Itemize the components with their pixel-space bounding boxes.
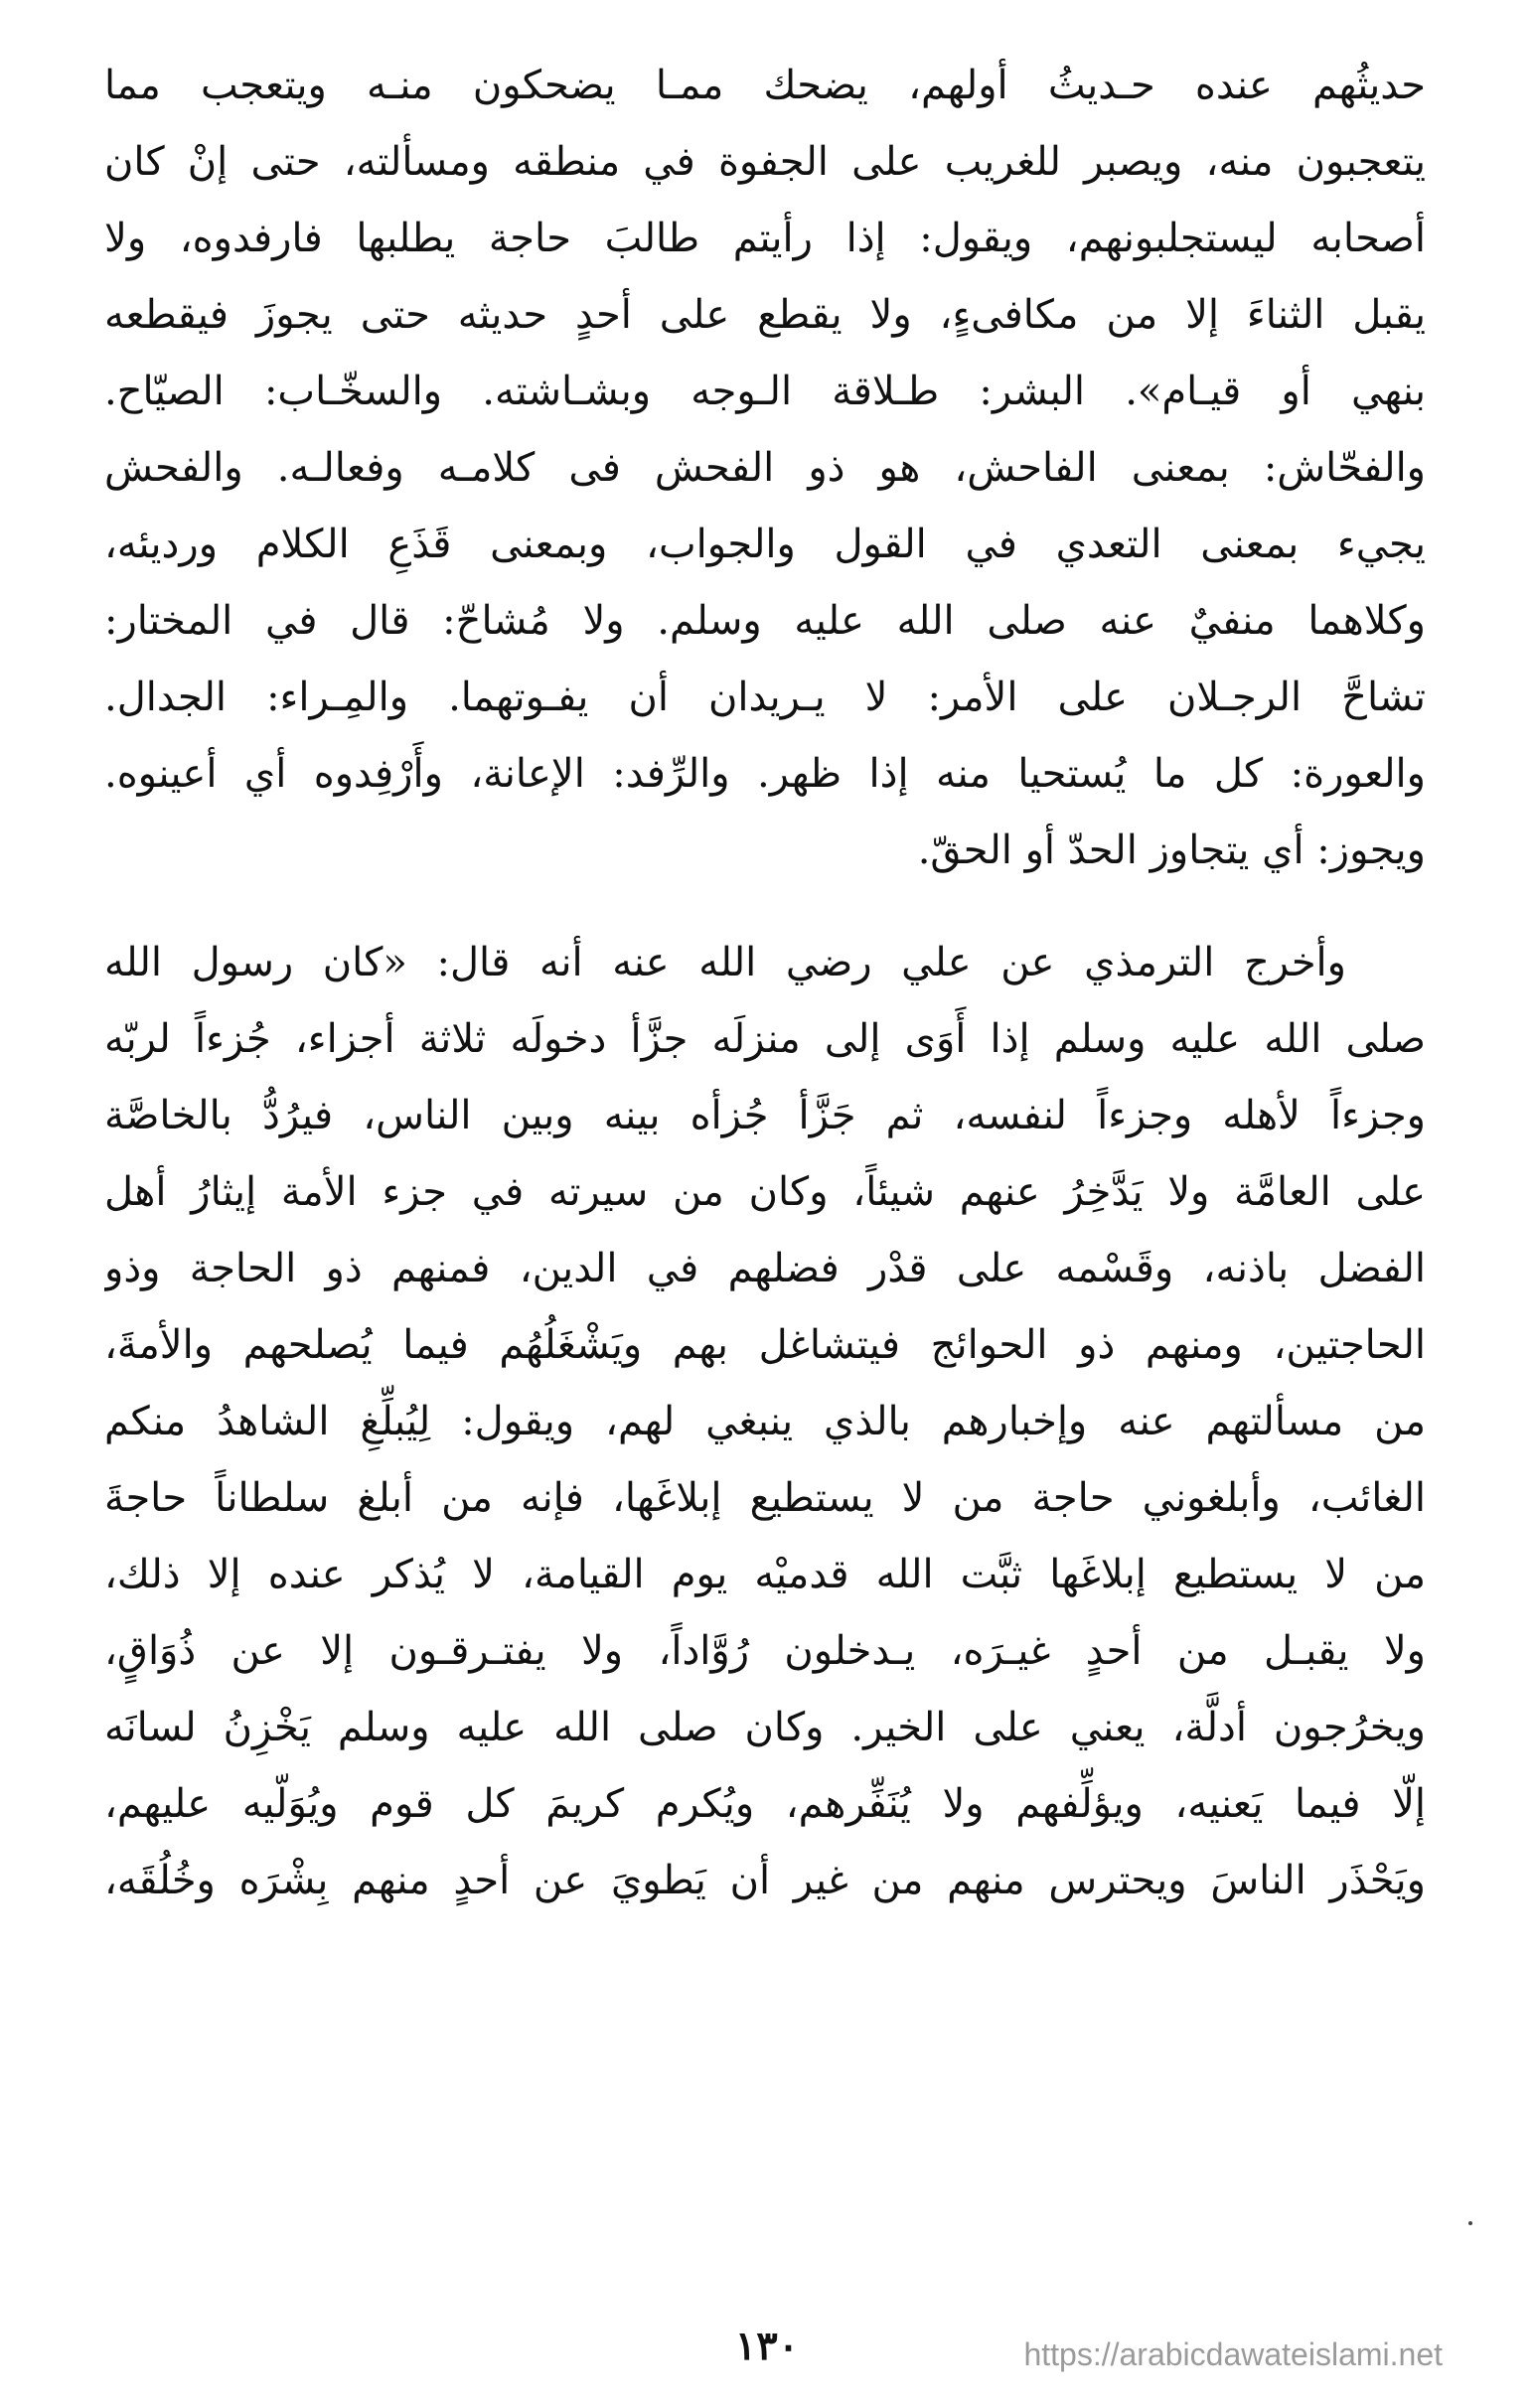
paragraph-hadith [104, 925, 1426, 1919]
text-line: يتعجبون منه، ويصبر للغريب على الجفوة في منطقه ومسألته، حتى إنْ كان [104, 139, 1426, 185]
text-line: الغائب، وأبلغوني حاجة من لا يستطيع إبلاغَها، فإنه من أبلغ سلطاناً حاجةَ [104, 1475, 1426, 1521]
watermark-url: https://arabicdawateislami.net [1023, 2336, 1443, 2372]
text-line: ولا يقبـل من أحدٍ غيـرَه، يـدخلون رُوَّاداً، ولا يفتـرقـون إلا عن ذُوَاقٍ، [104, 1628, 1426, 1674]
text-line: وجزءاً لأهله وجزءاً لنفسه، ثم جَزَّأ جُزأه بينه وبين الناس، فيرُدُّ بالخاصَّة [104, 1093, 1426, 1138]
text-line: الحاجتين، ومنهم ذو الحوائج فيتشاغل بهم ويَشْغَلُهُم فيما يُصلحهم والأمةَ، [104, 1322, 1426, 1368]
text-line: الفضل باذنه، وقَسْمه على قدْر فضلهم في الدين، فمنهم ذو الحاجة وذو [104, 1246, 1426, 1291]
text-line: ويخرُجون أدلَّة، يعني على الخير. وكان صلى الله عليه وسلم يَخْزِنُ لسانَه [104, 1705, 1426, 1750]
text-line: يجيء بمعنى التعدي في القول والجواب، وبمعنى قَذَعِ الكلام ورديئه، [104, 522, 1426, 567]
text-line: على العامَّة ولا يَدَّخِرُ عنهم شيئاً، وكان من سيرته في جزء الأمة إيثارُ أهل [104, 1169, 1426, 1215]
margin-dot [1468, 2221, 1472, 2225]
text-line: وكلاهما منفيٌ عنه صلى الله عليه وسلم. ولا مُشاحّ: قال في المختار: [104, 598, 1426, 644]
text-line: من مسألتهم عنه وإخبارهم بالذي ينبغي لهم، ويقول: لِيُبلِّغِ الشاهدُ منكم [104, 1399, 1426, 1444]
text-line: والفحّاش: بمعنى الفاحش، هو ذو الفحش فى كلامـه وفعالـه. والفحش [104, 445, 1426, 491]
text-line: بنهي أو قيـام». البشر: طـلاقة الـوجه وبشـاشته. والسخّـاب: الصيّاح. [104, 369, 1426, 414]
text-line: أصحابه ليستجلبونهم، ويقول: إذا رأيتم طالبَ حاجة يطلبها فارفدوه، ولا [104, 216, 1426, 261]
text-line: صلى الله عليه وسلم إذا أَوَى إلى منزلَه جزَّأ دخولَه ثلاثة أجزاء، جُزءاً لربّه [104, 1016, 1426, 1062]
text-line: تشاحَّ الرجـلان على الأمر: لا يـريدان أن يفـوتهما. والمِـراء: الجدال. [104, 675, 1426, 720]
paragraph-commentary [104, 48, 1426, 889]
text-line: ويجوز: أي يتجاوز الحدّ أو الحقّ. [917, 828, 1426, 873]
text-line: حديثُهم عنده حـديثُ أولهم، يضحك ممـا يضحكون منـه ويتعجب مما [104, 63, 1426, 108]
book-page [104, 48, 1426, 2303]
text-line: يقبل الثناءَ إلا من مكافىءٍ، ولا يقطع على أحدٍ حديثه حتى يجوزَ فيقطعه [104, 292, 1426, 338]
page-number: ١٣٠ [734, 2323, 800, 2369]
text-line: وأخرج الترمذي عن علي رضي الله عنه أنه قال: «كان رسول الله [104, 940, 1346, 985]
text-line: والعورة: كل ما يُستحيا منه إذا ظهر. والرِّفد: الإعانة، وأَرْفِدوه أي أعينوه. [104, 751, 1426, 797]
text-line: من لا يستطيع إبلاغَها ثبَّت الله قدميْه يوم القيامة، لا يُذكر عنده إلا ذلك، [104, 1552, 1426, 1597]
text-line: ويَحْذَر الناسَ ويحترس منهم من غير أن يَطويَ عن أحدٍ منهم بِشْرَه وخُلُقَه، [104, 1858, 1426, 1903]
text-line: إلّا فيما يَعنيه، ويؤلِّفهم ولا يُنَفِّرهم، ويُكرم كريمَ كل قوم ويُوَلّيه عليهم، [104, 1781, 1426, 1827]
